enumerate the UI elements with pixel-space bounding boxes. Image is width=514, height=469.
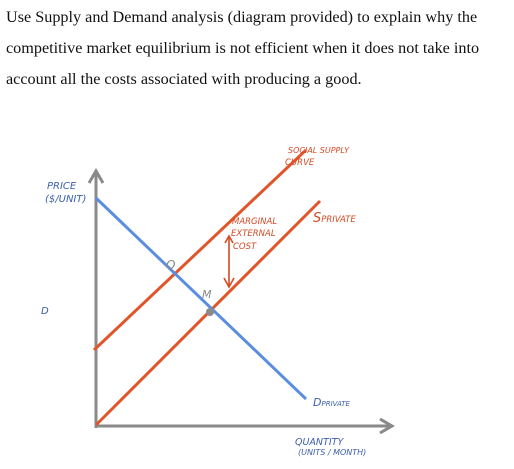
external-cost-label-line3: COST [233,242,257,252]
market-equilibrium-dot [206,308,214,316]
social-supply-label-line2: CURVE [285,158,315,168]
x-axis-label-quantity: QUANTITY [295,437,344,448]
private-supply-label [313,211,356,226]
private-demand-subscript: PRIVATE [321,400,350,408]
external-cost-label-line2: EXTERNAL [231,229,276,239]
question-line-3: account all the costs associated with producing a good. [6,70,362,88]
social-supply-label-line1: SOCIAL SUPPLY [288,146,349,155]
private-demand-letter: D [313,396,322,409]
y-axis-label-price: PRICE [47,181,77,192]
market-point-label: M [202,288,212,301]
y-axis-label-unit: ($/UNIT) [45,194,87,205]
question-line-1: Use Supply and Demand analysis (diagram provided) to explain why the [6,8,478,26]
external-cost-label-line1: MARGINAL [232,217,278,227]
private-supply-subscript: PRIVATE [321,215,356,225]
private-supply-letter: S [313,211,322,226]
stray-d-label: D [41,306,49,317]
optimum-point-label: O [166,258,176,272]
question-line-2: competitive market equilibrium is not efficient when it does not take into [6,39,480,57]
x-axis-label-unit: (UNITS / MONTH) [298,448,367,457]
private-demand-label [313,396,351,409]
